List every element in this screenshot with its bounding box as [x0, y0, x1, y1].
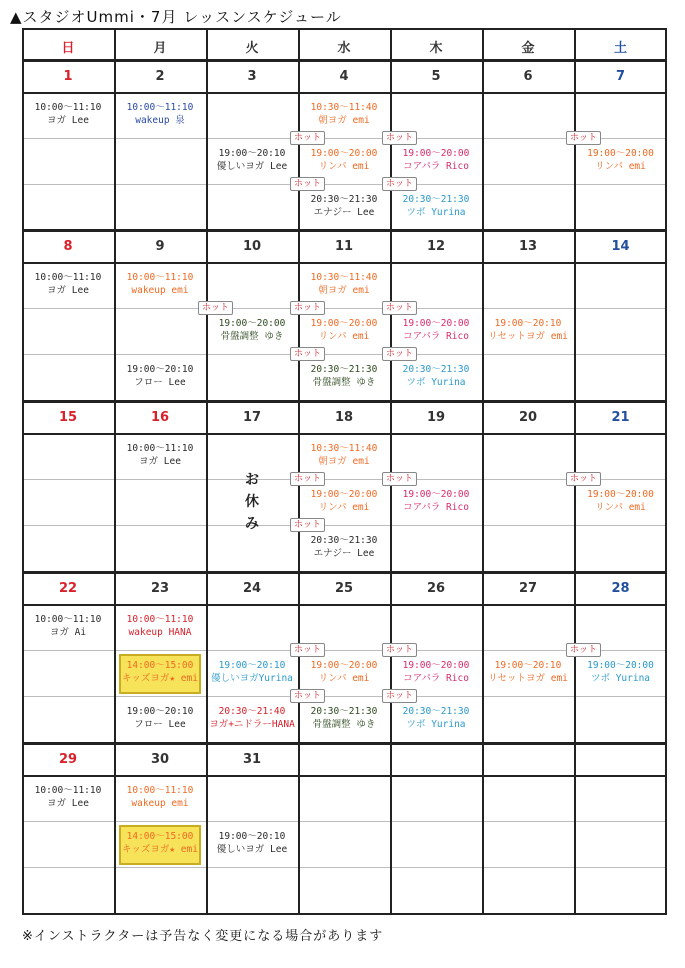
slot-divider	[22, 821, 667, 822]
hot-tag: ホット	[382, 472, 417, 486]
lesson-name: コアパラ Rico	[403, 502, 469, 513]
lesson-entry	[298, 659, 390, 685]
closed-day-label	[242, 469, 262, 535]
lesson-name: エナジー Lee	[313, 207, 375, 218]
lesson-entry	[298, 534, 390, 560]
lesson-name: リンパ emi	[595, 502, 646, 513]
week-separator	[22, 59, 667, 62]
slot-divider	[22, 184, 667, 185]
lesson-time: 19:00〜20:10	[494, 660, 562, 671]
date-number: 18	[334, 410, 354, 425]
lesson-time: 19:00〜20:00	[402, 148, 470, 159]
week-separator	[22, 571, 667, 574]
date-number: 21	[611, 410, 630, 425]
lesson-entry	[206, 659, 298, 685]
lesson-entry	[114, 271, 206, 297]
grid-line	[22, 604, 667, 606]
date-number: 17	[242, 410, 262, 425]
lesson-time: 10:00〜11:10	[34, 102, 102, 113]
slot-divider	[22, 867, 667, 868]
lesson-entry	[114, 613, 206, 639]
date-number: 29	[58, 752, 78, 767]
lesson-name: エナジー Lee	[313, 548, 375, 559]
lesson-name: コアパラ Rico	[403, 161, 469, 172]
lesson-name: 骨盤調整 ゆき	[220, 331, 284, 342]
date-number: 26	[426, 581, 446, 596]
lesson-name: ヨガ Lee	[139, 456, 181, 467]
lesson-time: 10:00〜11:10	[126, 272, 194, 283]
lesson-time: 14:00〜15:00	[126, 831, 194, 842]
lesson-time: 20:30〜21:30	[310, 535, 378, 546]
lesson-time: 20:30〜21:30	[310, 706, 378, 717]
date-number: 1	[63, 69, 73, 84]
date-number: 10	[242, 239, 262, 254]
lesson-time: 20:30〜21:30	[402, 194, 470, 205]
lesson-entry	[574, 488, 667, 514]
date-number: 15	[58, 410, 78, 425]
lesson-time: 10:30〜11:40	[310, 272, 378, 283]
lesson-time: 14:00〜15:00	[126, 660, 194, 671]
lesson-entry	[22, 101, 114, 127]
slot-divider	[22, 354, 667, 355]
slot-divider	[22, 696, 667, 697]
date-number: 3	[247, 69, 257, 84]
lesson-time: 19:00〜20:10	[218, 148, 286, 159]
lesson-entry	[298, 363, 390, 389]
lesson-entry	[206, 705, 298, 731]
lesson-name: リンパ emi	[318, 502, 370, 513]
hot-tag: ホット	[382, 301, 417, 315]
lesson-name: コアパラ Rico	[403, 331, 469, 342]
lesson-time: 10:00〜11:10	[126, 443, 194, 454]
lesson-entry	[22, 271, 114, 297]
lesson-name: ヨガ Lee	[47, 285, 89, 296]
closed-char: み	[245, 516, 259, 532]
hot-tag: ホット	[382, 177, 417, 191]
week-separator	[22, 229, 667, 232]
lesson-name: キッズヨガ★ emi	[122, 673, 198, 684]
lesson-entry	[22, 784, 114, 810]
date-number: 4	[339, 69, 349, 84]
hot-tag: ホット	[290, 643, 325, 657]
hot-tag: ホット	[566, 472, 601, 486]
lesson-time: 10:00〜11:10	[34, 272, 102, 283]
lesson-time: 19:00〜20:00	[310, 148, 378, 159]
lesson-name: リンパ emi	[595, 161, 646, 172]
grid-line	[114, 28, 116, 915]
lesson-name: リセットヨガ emi	[488, 673, 568, 684]
lesson-entry	[206, 147, 298, 173]
lesson-name: フロー Lee	[134, 719, 186, 730]
lesson-time: 10:00〜11:10	[126, 102, 194, 113]
lesson-name: ヨガ Lee	[47, 798, 89, 809]
grid-line	[22, 433, 667, 435]
lesson-time: 19:00〜20:10	[218, 660, 286, 671]
grid-line	[482, 28, 484, 915]
lesson-name: キッズヨガ★ emi	[122, 844, 198, 855]
hot-tag: ホット	[290, 347, 325, 361]
date-number: 27	[518, 581, 538, 596]
lesson-entry	[574, 147, 667, 173]
lesson-name: wakeup 泉	[135, 115, 185, 126]
lesson-name: ツボ Yurina	[590, 673, 651, 684]
lesson-entry	[114, 363, 206, 389]
date-number: 2	[155, 69, 165, 84]
date-number: 22	[58, 581, 78, 596]
lesson-entry	[114, 784, 206, 810]
date-number: 12	[426, 239, 446, 254]
lesson-entry	[22, 613, 114, 639]
lesson-name: 朝ヨガ emi	[318, 456, 370, 467]
date-number: 19	[426, 410, 446, 425]
lesson-entry	[298, 317, 390, 343]
hot-tag: ホット	[290, 301, 325, 315]
lesson-name: ヨガ Lee	[47, 115, 89, 126]
lesson-time: 19:00〜20:00	[402, 489, 470, 500]
lesson-entry	[114, 659, 206, 685]
lesson-time: 19:00〜20:00	[310, 660, 378, 671]
lesson-entry	[390, 147, 482, 173]
lesson-name: 優しいヨガ Lee	[216, 161, 288, 172]
lesson-time: 19:00〜20:00	[310, 318, 378, 329]
hot-tag: ホット	[290, 131, 325, 145]
lesson-name: 朝ヨガ emi	[318, 115, 370, 126]
lesson-time: 10:00〜11:10	[126, 785, 194, 796]
hot-tag: ホット	[290, 689, 325, 703]
date-number: 5	[431, 69, 441, 84]
grid-line	[22, 775, 667, 777]
lesson-time: 19:00〜20:10	[494, 318, 562, 329]
closed-char: お	[245, 472, 259, 488]
date-number: 7	[615, 69, 626, 84]
lesson-name: 骨盤調整 ゆき	[312, 719, 376, 730]
lesson-entry	[390, 705, 482, 731]
lesson-name: wakeup HANA	[128, 627, 192, 638]
lesson-entry	[298, 101, 390, 127]
lesson-time: 10:00〜11:10	[34, 785, 102, 796]
lesson-name: コアパラ Rico	[403, 673, 469, 684]
lesson-name: wakeup emi	[131, 285, 189, 296]
lesson-entry	[298, 271, 390, 297]
lesson-name: wakeup emi	[131, 798, 189, 809]
hot-tag: ホット	[290, 177, 325, 191]
grid-line	[22, 262, 667, 264]
grid-line	[22, 92, 667, 94]
lesson-name: リンパ emi	[318, 673, 370, 684]
hot-tag: ホット	[290, 472, 325, 486]
date-number: 20	[518, 410, 538, 425]
lesson-name: リンパ emi	[318, 161, 370, 172]
closed-char: 休	[245, 494, 259, 510]
slot-divider	[22, 308, 667, 309]
lesson-name: 優しいヨガYurina	[211, 673, 293, 684]
weekday-header: 金	[521, 41, 535, 56]
week-separator	[22, 742, 667, 745]
date-number: 25	[334, 581, 354, 596]
lesson-entry	[574, 659, 667, 685]
lesson-entry	[114, 830, 206, 856]
date-number: 13	[518, 239, 538, 254]
lesson-entry	[482, 317, 574, 343]
lesson-time: 10:30〜11:40	[310, 443, 378, 454]
lesson-entry	[390, 193, 482, 219]
week-separator	[22, 400, 667, 403]
lesson-name: リンパ emi	[318, 331, 370, 342]
lesson-time: 20:30〜21:30	[310, 364, 378, 375]
lesson-time: 19:00〜20:10	[126, 364, 194, 375]
lesson-name: ツボ Yurina	[406, 719, 466, 730]
lesson-entry	[390, 488, 482, 514]
weekday-header: 日	[61, 41, 75, 56]
weekday-header: 土	[613, 41, 627, 56]
lesson-name: リセットヨガ emi	[488, 331, 568, 342]
weekday-header: 火	[245, 41, 259, 56]
lesson-name: 朝ヨガ emi	[318, 285, 370, 296]
weekday-header: 月	[153, 41, 167, 56]
hot-tag: ホット	[198, 301, 233, 315]
lesson-name: ヨガ Ai	[49, 627, 87, 638]
lesson-name: ヨガ+ニドラーHANA	[209, 719, 295, 730]
date-number: 23	[150, 581, 170, 596]
lesson-entry	[114, 705, 206, 731]
footnote: ※インストラクターは予告なく変更になる場合があります	[22, 929, 384, 944]
slot-divider	[22, 525, 667, 526]
lesson-entry	[298, 705, 390, 731]
lesson-time: 19:00〜20:00	[402, 318, 470, 329]
date-number: 8	[63, 239, 73, 254]
hot-tag: ホット	[290, 518, 325, 532]
lesson-entry	[206, 830, 298, 856]
lesson-time: 19:00〜20:00	[587, 660, 654, 671]
lesson-time: 10:30〜11:40	[310, 102, 378, 113]
hot-tag: ホット	[566, 131, 601, 145]
grid-line	[22, 913, 667, 915]
date-number: 9	[155, 239, 165, 254]
lesson-time: 19:00〜20:00	[587, 489, 654, 500]
date-number: 6	[523, 69, 533, 84]
lesson-time: 19:00〜20:10	[126, 706, 194, 717]
lesson-time: 19:00〜20:10	[218, 831, 286, 842]
date-number: 28	[611, 581, 630, 596]
hot-tag: ホット	[566, 643, 601, 657]
grid-line	[22, 28, 24, 915]
lesson-entry	[206, 317, 298, 343]
lesson-entry	[114, 101, 206, 127]
lesson-time: 19:00〜20:00	[587, 148, 654, 159]
hot-tag: ホット	[382, 347, 417, 361]
lesson-entry	[390, 317, 482, 343]
schedule-title: ▲スタジオUmmi・7月 レッスンスケジュール	[10, 8, 342, 26]
lesson-entry	[390, 363, 482, 389]
lesson-time: 20:30〜21:30	[402, 364, 470, 375]
date-number: 31	[242, 752, 262, 767]
lesson-name: 優しいヨガ Lee	[216, 844, 288, 855]
lesson-time: 20:30〜21:30	[310, 194, 378, 205]
lesson-entry	[298, 193, 390, 219]
weekday-header: 木	[429, 41, 443, 56]
lesson-entry	[390, 659, 482, 685]
weekday-header: 水	[337, 41, 351, 56]
lesson-entry	[298, 442, 390, 468]
lesson-name: ツボ Yurina	[406, 377, 466, 388]
lesson-time: 20:30〜21:40	[218, 706, 286, 717]
lesson-name: 骨盤調整 ゆき	[312, 377, 376, 388]
lesson-entry	[298, 147, 390, 173]
date-number: 24	[242, 581, 262, 596]
lesson-time: 19:00〜20:00	[218, 318, 286, 329]
lesson-time: 10:00〜11:10	[34, 614, 102, 625]
lesson-time: 19:00〜20:00	[310, 489, 378, 500]
hot-tag: ホット	[382, 643, 417, 657]
lesson-time: 19:00〜20:00	[402, 660, 470, 671]
lesson-name: ツボ Yurina	[406, 207, 466, 218]
lesson-time: 20:30〜21:30	[402, 706, 470, 717]
lesson-entry	[482, 659, 574, 685]
calendar-grid	[22, 28, 667, 915]
hot-tag: ホット	[382, 689, 417, 703]
lesson-time: 10:00〜11:10	[126, 614, 194, 625]
grid-line	[22, 28, 667, 30]
lesson-entry	[298, 488, 390, 514]
date-number: 11	[334, 239, 354, 254]
hot-tag: ホット	[382, 131, 417, 145]
lesson-name: フロー Lee	[134, 377, 186, 388]
date-number: 14	[611, 239, 630, 254]
date-number: 16	[150, 410, 170, 425]
date-number: 30	[150, 752, 170, 767]
lesson-entry	[114, 442, 206, 468]
